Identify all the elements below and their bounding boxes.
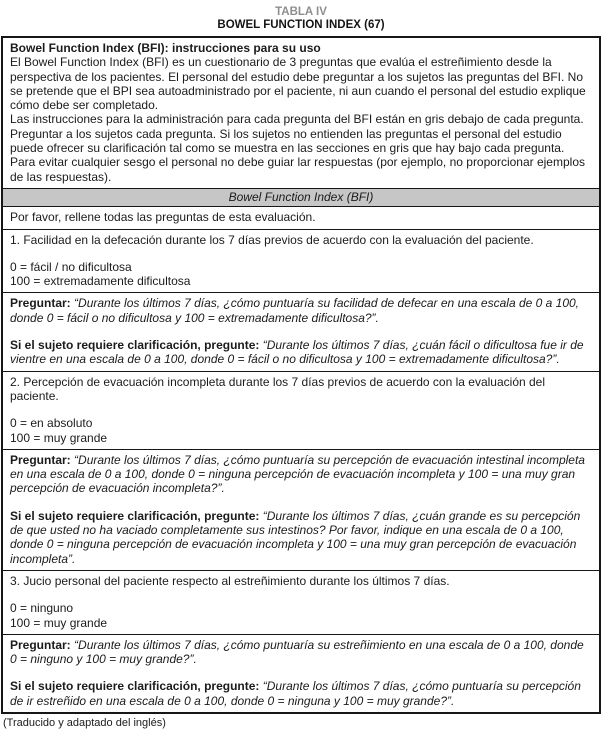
question-1-anchor-100: 100 = extremadamente dificultosa <box>10 274 191 289</box>
question-3-clarify-paragraph <box>10 679 592 708</box>
question-1-clarify-label: Si el sujeto requiere clarificación, pregunte: <box>10 338 260 353</box>
question-2-anchor-100: 100 = muy grande <box>10 430 108 445</box>
question-1-clarify-paragraph <box>10 338 592 367</box>
intro-row <box>3 207 599 229</box>
instructions-row <box>3 38 599 189</box>
question-1-clarify-quote: “Durante los últimos 7 días, ¿cuán fácil o dificultosa fue ir de vientre en una escala de 0 a 100, donde 0 = fácil o no dificultosa y 100 = extremadamente dificultosa?”. <box>10 338 584 367</box>
question-1-text: 1. Facilidad en la defecación durante los 7 días previos de acuerdo con la evaluación del paciente. <box>10 232 534 247</box>
table-footnote: (Traducido y adaptado del inglés) <box>3 716 166 729</box>
question-3-anchor-0: 0 = ninguno <box>10 601 74 616</box>
table-caption <box>1 3 601 36</box>
question-2-ask-quote: “Durante los últimos 7 días, ¿cómo puntuaría su percepción de evacuación intestinal incompleta en una escala de 0 a 100, donde 0 = ninguna percepción de evacuación incompleta y 100 = una muy gran percepción de evacuación incompleta?”. <box>10 452 585 496</box>
question-2-interviewer-row <box>3 450 599 571</box>
question-2-text: 2. Percepción de evacuación incompleta durante los 7 días previos de acuerdo con la evaluación del paciente. <box>10 374 546 403</box>
instructions-paragraph-2: Las instrucciones para la administración para cada pregunta del BFI están en gris debajo de cada pregunta. Preguntar a los sujetos cada pregunta. Si los sujetos no entienden las preguntas el personal del estudio puede ofrecer su clarificación tal como se muestra en las secciones en gris que hay bajo cada pregunta. Para evitar cualquier sesgo el personal no debe guiar lar respuestas (por ejemplo, no proporcionar ejemplos de las respuestas). <box>10 112 585 184</box>
question-3-clarify-quote: “Durante los últimos 7 días, ¿cómo puntuaría su percepción de ir estreñido en una escala de 0 a 100, donde 0 = ninguna y 100 = muy grande?”. <box>10 679 581 708</box>
bfi-table <box>1 36 601 714</box>
question-1-ask-paragraph <box>10 296 592 325</box>
bfi-band <box>3 189 599 207</box>
question-3-ask-paragraph <box>10 638 592 667</box>
instructions-heading: Bowel Function Index (BFI): instrucciones para su uso <box>10 41 321 55</box>
question-1-ask-quote: “Durante los últimos 7 días, ¿cómo puntuaría su facilidad de defecar en una escala de 0 a 100, donde 0 = fácil o no dificultosa y 100 = extremadamente dificultosa?”. <box>10 296 579 325</box>
question-2-ask-paragraph <box>10 453 592 496</box>
question-1-ask-label: Preguntar: <box>10 296 71 311</box>
question-2-anchor-0: 0 = en absoluto <box>10 416 93 431</box>
question-2-clarify-quote: “Durante los últimos 7 días, ¿cuán grande es su percepción de que usted no ha vaciado completamente sus intestinos? Por favor, indique en una escala de 0 a 100, donde 0 = ninguna percepción de evacuación incompleta y 100 = una muy gran percepción de evacuación incompleta”. <box>10 508 581 566</box>
intro-text: Por favor, rellene todas las preguntas de esta evaluación. <box>10 210 316 225</box>
question-2-clarify-label: Si el sujeto requiere clarificación, pregunte: <box>10 508 260 523</box>
question-2-row <box>3 372 599 450</box>
question-3-anchor-100: 100 = muy grande <box>10 615 108 630</box>
question-1-anchor-0: 0 = fácil / no dificultosa <box>10 259 132 274</box>
question-2-clarify-paragraph <box>10 509 592 566</box>
instructions-paragraph-1: El Bowel Function Index (BFI) es un cuestionario de 3 preguntas que evalúa el estreñimiento desde la perspectiva de los pacientes. El personal del estudio debe preguntar a los sujetos las preguntas del BFI. No se pretende que el BPI sea autoadministrado por el paciente, ni aun cuando el personal del estudio explique cómo debe ser completado. <box>10 55 586 113</box>
question-2-ask-label: Preguntar: <box>10 452 71 467</box>
question-1-interviewer-row <box>3 293 599 371</box>
question-3-interviewer-row <box>3 635 599 712</box>
question-3-text: 3. Jucio personal del paciente respecto al estreñimiento durante los últimos 7 días. <box>10 573 450 588</box>
table-title-line1: TABLA IV <box>275 6 327 18</box>
question-3-clarify-label: Si el sujeto requiere clarificación, pregunte: <box>10 679 260 694</box>
question-1-row <box>3 230 599 294</box>
question-3-ask-quote: “Durante los últimos 7 días, ¿cómo puntuaría su estreñimiento en una escala de 0 a 100, donde 0 = ninguno y 100 = muy grande?”. <box>10 637 584 667</box>
question-3-row <box>3 571 599 635</box>
bfi-band-title: Bowel Function Index (BFI) <box>228 189 374 204</box>
table-title-line2: BOWEL FUNCTION INDEX (67) <box>217 19 385 31</box>
question-3-ask-label: Preguntar: <box>10 637 71 652</box>
